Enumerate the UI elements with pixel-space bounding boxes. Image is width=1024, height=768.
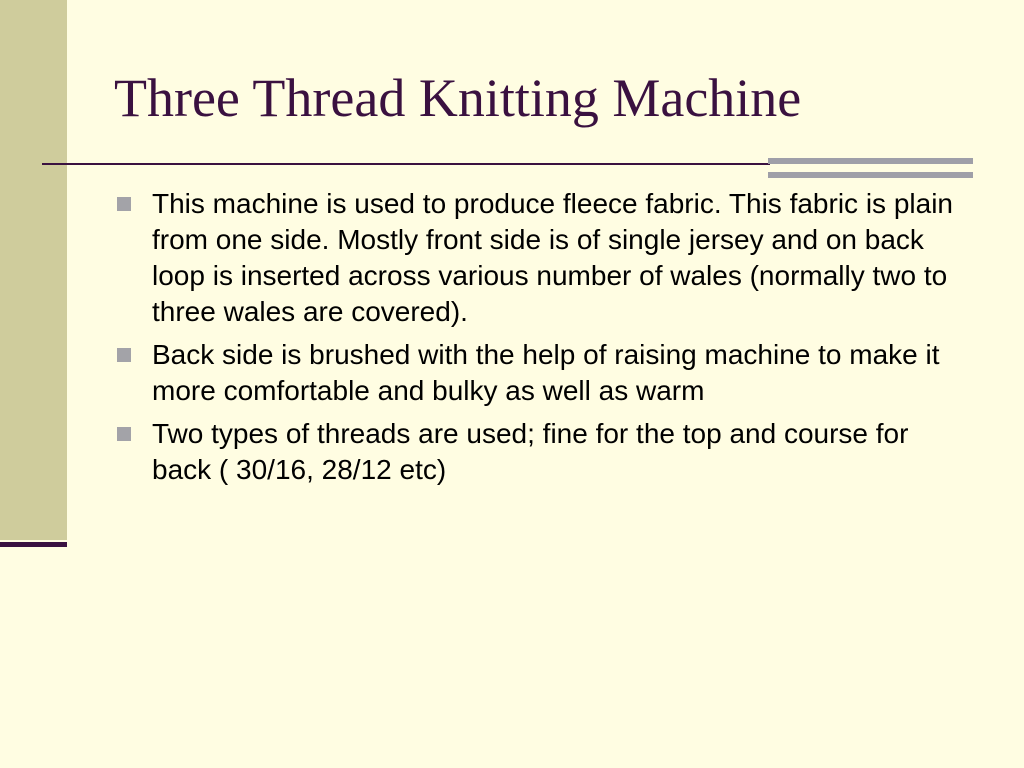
left-decorative-band [0,0,67,540]
square-bullet-icon [117,197,131,211]
square-bullet-icon [117,348,131,362]
title-underline-rule [42,163,770,165]
bullet-item [114,416,974,488]
bullet-text: This machine is used to produce fleece fabric. This fabric is plain from one side. Mostly front side is of single jersey and on back loop is inserted across various number of wales (normally two to three wales are covered). [152,188,953,327]
slide-title: Three Thread Knitting Machine [114,68,802,128]
bullet-text: Back side is brushed with the help of raising machine to make it more comfortable and bulky as well as warm [152,339,940,406]
bullet-item [114,337,974,409]
accent-bar-top [768,158,973,164]
bullet-list [114,186,974,495]
bullet-text: Two types of threads are used; fine for the top and course for back ( 30/16, 28/12 etc) [152,418,909,485]
left-accent-rule [0,542,67,547]
square-bullet-icon [117,427,131,441]
accent-bar-bottom [768,172,973,178]
bullet-item [114,186,974,330]
